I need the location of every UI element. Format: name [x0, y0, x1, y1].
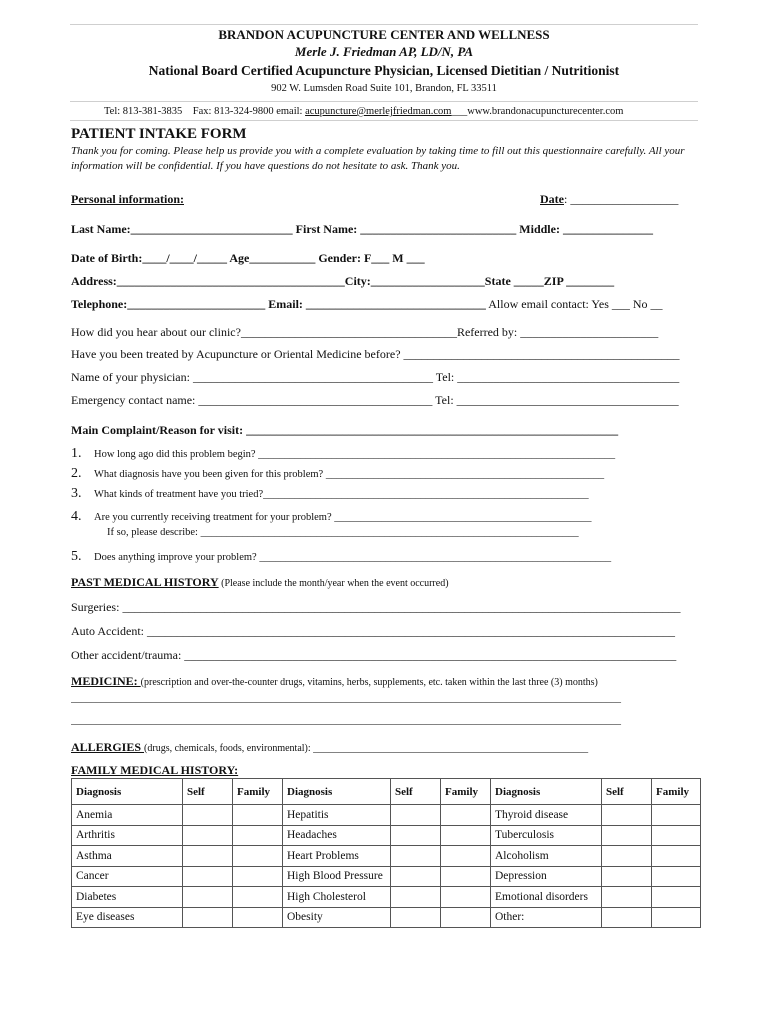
family-checkbox-cell[interactable]: [652, 825, 701, 846]
date-blank[interactable]: : __________________: [564, 192, 679, 206]
diagnosis-cell: Tuberculosis: [491, 825, 602, 846]
diagnosis-cell: Alcoholism: [491, 846, 602, 867]
family-checkbox-cell[interactable]: [652, 887, 701, 908]
question-1[interactable]: [71, 446, 615, 462]
family-history-heading: FAMILY MEDICAL HISTORY:: [71, 763, 239, 777]
form-intro: Thank you for coming. Please help us provide you with a complete evaluation by taking time to fill out this questionnaire carefully. All your information will be confidential. If you have questions do not hesitate to ask. Thank you.: [71, 145, 685, 172]
allergies-field[interactable]: (drugs, chemicals, foods, environmental): _______________________________________________________: [144, 743, 589, 754]
self-checkbox-cell[interactable]: [391, 825, 441, 846]
diagnosis-cell: Asthma: [72, 846, 183, 867]
medicine-heading: MEDICINE:: [71, 674, 141, 688]
family-checkbox-cell[interactable]: [233, 887, 283, 908]
telephone-email-blanks[interactable]: Telephone:_______________________ Email: ______________________________: [71, 297, 486, 311]
family-checkbox-cell[interactable]: [652, 846, 701, 867]
self-checkbox-cell[interactable]: [183, 907, 233, 928]
table-row: [72, 866, 701, 887]
auto-accident-field[interactable]: Auto Accident: ________________________________________________________________________________________: [71, 624, 675, 638]
q5-number: 5.: [71, 549, 82, 564]
q5-text[interactable]: Does anything improve your problem? ___________________________________________________________________: [94, 552, 612, 563]
past-history-heading-row: [71, 575, 449, 590]
self-checkbox-cell[interactable]: [602, 907, 652, 928]
self-checkbox-cell[interactable]: [183, 825, 233, 846]
physician-fields[interactable]: Name of your physician: ________________________________________ Tel: _____________________________________: [71, 370, 680, 384]
q1-text[interactable]: How long ago did this problem begin? ____________________________________________________________________: [94, 449, 616, 460]
family-checkbox-cell[interactable]: [652, 907, 701, 928]
diagnosis-cell: Other:: [491, 907, 602, 928]
surgeries-field[interactable]: Surgeries: _____________________________________________________________________________________________: [71, 600, 681, 614]
col-header-diagnosis: Diagnosis: [72, 779, 183, 805]
col-header-diagnosis: Diagnosis: [283, 779, 391, 805]
question-4[interactable]: [71, 509, 592, 525]
allergies-heading: ALLERGIES: [71, 740, 145, 754]
diagnosis-cell: Obesity: [283, 907, 391, 928]
table-row: [72, 846, 701, 867]
diagnosis-cell: Anemia: [72, 805, 183, 826]
family-checkbox-cell[interactable]: [441, 866, 491, 887]
self-checkbox-cell[interactable]: [602, 805, 652, 826]
clinic-address: 902 W. Lumsden Road Suite 101, Brandon, FL 33511: [271, 83, 497, 94]
table-row: [72, 887, 701, 908]
self-checkbox-cell[interactable]: [602, 887, 652, 908]
org-name: BRANDON ACUPUNCTURE CENTER AND WELLNESS: [218, 27, 550, 42]
col-header-self: Self: [602, 779, 652, 805]
diagnosis-cell: High Blood Pressure: [283, 866, 391, 887]
family-checkbox-cell[interactable]: [441, 887, 491, 908]
q4-text[interactable]: Are you currently receiving treatment for your problem? _________________________________________________: [94, 512, 592, 523]
question-5[interactable]: [71, 549, 611, 565]
allergies-row[interactable]: [71, 740, 588, 755]
email-link[interactable]: acupuncture@merlejfriedman.com: [305, 106, 452, 117]
header-rule-mid: [70, 101, 698, 102]
self-checkbox-cell[interactable]: [391, 887, 441, 908]
family-checkbox-cell[interactable]: [233, 846, 283, 867]
referral-fields[interactable]: How did you hear about our clinic?____________________________________Referred by: _______________________: [71, 325, 659, 339]
date-label: Date: [540, 192, 564, 206]
dob-age-gender-fields[interactable]: Date of Birth:____/____/_____ Age___________ Gender: F___ M ___: [71, 251, 425, 265]
diagnosis-cell: Depression: [491, 866, 602, 887]
main-complaint-field[interactable]: Main Complaint/Reason for visit: ______________________________________________________________: [71, 423, 619, 437]
q2-text[interactable]: What diagnosis have you been given for this problem? _____________________________________________________: [94, 469, 605, 480]
name-fields[interactable]: Last Name:___________________________ First Name: __________________________ Middle: _______________: [71, 222, 653, 236]
question-2[interactable]: [71, 466, 604, 482]
col-header-family: Family: [233, 779, 283, 805]
self-checkbox-cell[interactable]: [602, 846, 652, 867]
col-header-family: Family: [652, 779, 701, 805]
past-history-note: (Please include the month/year when the event occurred): [218, 578, 449, 589]
family-checkbox-cell[interactable]: [441, 846, 491, 867]
personal-info-heading: Personal information:: [71, 192, 184, 206]
self-checkbox-cell[interactable]: [602, 866, 652, 887]
diagnosis-cell: High Cholesterol: [283, 887, 391, 908]
question-3[interactable]: [71, 486, 589, 502]
medicine-note: (prescription and over-the-counter drugs, vitamins, herbs, supplements, etc. taken within the last three (3) months): [140, 677, 598, 688]
date-field[interactable]: [540, 192, 678, 207]
practitioner-name: Merle J. Friedman AP, LD/N, PA: [294, 44, 474, 59]
col-header-self: Self: [183, 779, 233, 805]
diagnosis-cell: Arthritis: [72, 825, 183, 846]
family-checkbox-cell[interactable]: [441, 907, 491, 928]
family-checkbox-cell[interactable]: [233, 825, 283, 846]
telephone-email-fields[interactable]: [71, 297, 663, 312]
self-checkbox-cell[interactable]: [183, 805, 233, 826]
self-checkbox-cell[interactable]: [183, 866, 233, 887]
family-checkbox-cell[interactable]: [233, 805, 283, 826]
other-trauma-field[interactable]: Other accident/trauma: __________________________________________________________________________________: [71, 648, 677, 662]
medicine-heading-row: [71, 674, 598, 689]
self-checkbox-cell[interactable]: [391, 805, 441, 826]
header-rule-bottom: [70, 120, 698, 121]
table-row: [72, 805, 701, 826]
q4-number: 4.: [71, 509, 82, 524]
diagnosis-cell: Thyroid disease: [491, 805, 602, 826]
diagnosis-cell: Hepatitis: [283, 805, 391, 826]
diagnosis-cell: Diabetes: [72, 887, 183, 908]
table-header-row: [72, 779, 701, 805]
family-checkbox-cell[interactable]: [441, 825, 491, 846]
family-checkbox-cell[interactable]: [233, 866, 283, 887]
credentials: National Board Certified Acupuncture Physician, Licensed Dietitian / Nutritionist: [148, 63, 620, 78]
medicine-line-1[interactable]: ______________________________________________________________________________________________________________: [71, 693, 621, 704]
diagnosis-cell: Cancer: [72, 866, 183, 887]
q3-text[interactable]: What kinds of treatment have you tried?______________________________________________________________: [94, 489, 589, 500]
diagnosis-cell: Heart Problems: [283, 846, 391, 867]
diagnosis-cell: Emotional disorders: [491, 887, 602, 908]
family-checkbox-cell[interactable]: [441, 805, 491, 826]
diagnosis-cell: Eye diseases: [72, 907, 183, 928]
self-checkbox-cell[interactable]: [183, 887, 233, 908]
family-history-table: [71, 778, 701, 928]
family-checkbox-cell[interactable]: [233, 907, 283, 928]
col-header-diagnosis: Diagnosis: [491, 779, 602, 805]
table-row: [72, 825, 701, 846]
self-checkbox-cell[interactable]: [183, 846, 233, 867]
q1-number: 1.: [71, 446, 82, 461]
col-header-self: Self: [391, 779, 441, 805]
medicine-line-2[interactable]: ______________________________________________________________________________________________________________: [71, 715, 621, 726]
allow-email-contact[interactable]: Allow email contact: Yes ___ No __: [485, 297, 663, 311]
form-title: PATIENT INTAKE FORM: [71, 126, 247, 142]
col-header-family: Family: [441, 779, 491, 805]
address-fields[interactable]: Address:______________________________________City:___________________State _____ZIP ________: [71, 274, 615, 288]
q2-number: 2.: [71, 466, 82, 481]
diagnosis-cell: Headaches: [283, 825, 391, 846]
contact-phone-fax: Tel: 813-381-3835 Fax: 813-324-9800 email:: [104, 106, 306, 117]
family-checkbox-cell[interactable]: [652, 805, 701, 826]
prior-treatment-field[interactable]: Have you been treated by Acupuncture or Oriental Medicine before? ______________________________________________: [71, 347, 680, 361]
website-link[interactable]: ___www.brandonacupuncturecenter.com: [451, 106, 624, 117]
self-checkbox-cell[interactable]: [391, 846, 441, 867]
self-checkbox-cell[interactable]: [602, 825, 652, 846]
question-4-describe[interactable]: If so, please describe: ________________________________________________________________________: [107, 527, 579, 538]
table-row: [72, 907, 701, 928]
header-rule-top: [70, 24, 698, 25]
emergency-contact-fields[interactable]: Emergency contact name: _______________________________________ Tel: _____________________________________: [71, 393, 679, 407]
past-history-heading: PAST MEDICAL HISTORY: [71, 575, 219, 589]
contact-line: [104, 106, 623, 117]
family-checkbox-cell[interactable]: [652, 866, 701, 887]
self-checkbox-cell[interactable]: [391, 907, 441, 928]
self-checkbox-cell[interactable]: [391, 866, 441, 887]
q3-number: 3.: [71, 486, 82, 501]
